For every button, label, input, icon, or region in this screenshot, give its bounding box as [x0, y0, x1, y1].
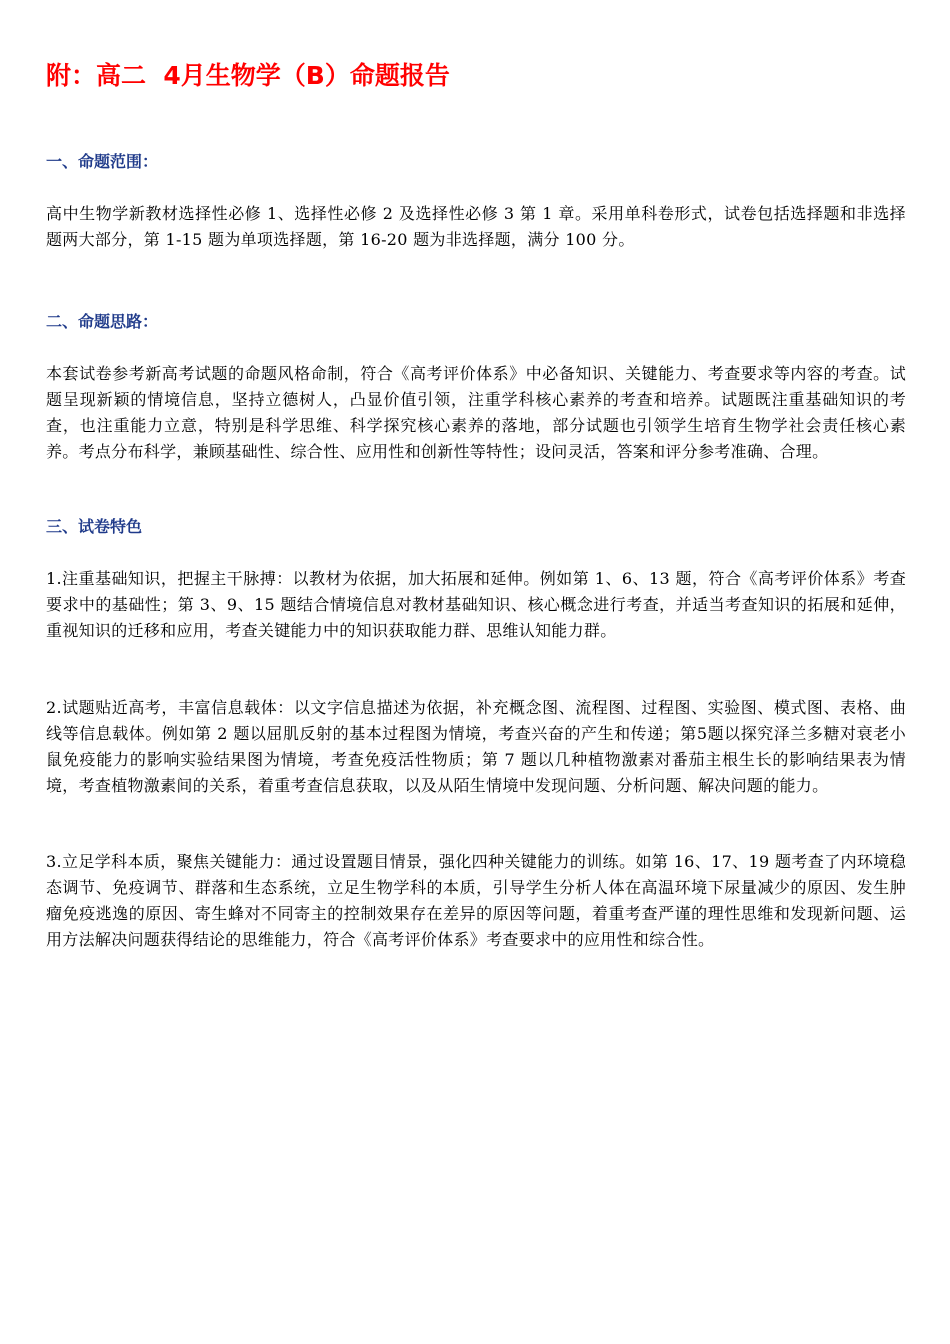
paragraph-feature-1: 1.注重基础知识，把握主干脉搏：以教材为依据，加大拓展和延伸。例如第 1、6、13 题，符合《高考评价体系》考查要求中的基础性；第 3、9、15 题结合情境信息对教材基础知识、核心概念进行考查，并适当考查知识的拓展和延伸，重视知识的迁移和应用，考查关键能力中的知识获取能力群、思维认知能力群。: [46, 569, 906, 640]
section-heading-approach: 二、命题思路：: [46, 312, 159, 331]
paragraph-scope: 高中生物学新教材选择性必修 1、选择性必修 2 及选择性必修 3 第 1 章。采用单科卷形式，试卷包括选择题和非选择题两大部分，第 1-15 题为单项选择题，第 16-20 题为非选择题，满分 100 分。: [46, 204, 906, 249]
section-heading-features: 三、试卷特色: [46, 517, 143, 536]
paragraph-feature-2: 2.试题贴近高考，丰富信息载体：以文字信息描述为依据，补充概念图、流程图、过程图、实验图、模式图、表格、曲线等信息载体。例如第 2 题以屈肌反射的基本过程图为情境，考查兴奋的产生和传递；第5题以探究泽兰多糖对衰老小鼠免疫能力的影响实验结果图为情境，考查免疫活性物质；第 7 题以几种植物激素对番茄主根生长的影响结果表为情境，考查植物激素间的关系，着重考查信息获取，以及从陌生情境中发现问题、分析问题、解决问题的能力。: [46, 698, 906, 795]
document-title: 附：高二 4月生物学（B）命题报告: [46, 61, 450, 90]
section-heading-scope: 一、命题范围：: [46, 152, 159, 171]
paragraph-feature-3: 3.立足学科本质，聚焦关键能力：通过设置题目情景，强化四种关键能力的训练。如第 16、17、19 题考查了内环境稳态调节、免疫调节、群落和生态系统，立足生物学科的本质，引导学生分析人体在高温环境下尿量减少的原因、发生肿瘤免疫逃逸的原因、寄生蜂对不同寄主的控制效果存在差异的原因等问题，着重考查严谨的理性思维和发现新问题、运用方法解决问题获得结论的思维能力，符合《高考评价体系》考查要求中的应用性和综合性。: [46, 852, 906, 949]
paragraph-approach: 本套试卷参考新高考试题的命题风格命制，符合《高考评价体系》中必备知识、关键能力、考查要求等内容的考查。试题呈现新颖的情境信息，坚持立德树人，凸显价值引领，注重学科核心素养的考查和培养。试题既注重基础知识的考查，也注重能力立意，特别是科学思维、科学探究核心素养的落地，部分试题也引领学生培育生物学社会责任核心素养。考点分布科学，兼顾基础性、综合性、应用性和创新性等特性；设问灵活，答案和评分参考准确、合理。: [46, 364, 906, 461]
